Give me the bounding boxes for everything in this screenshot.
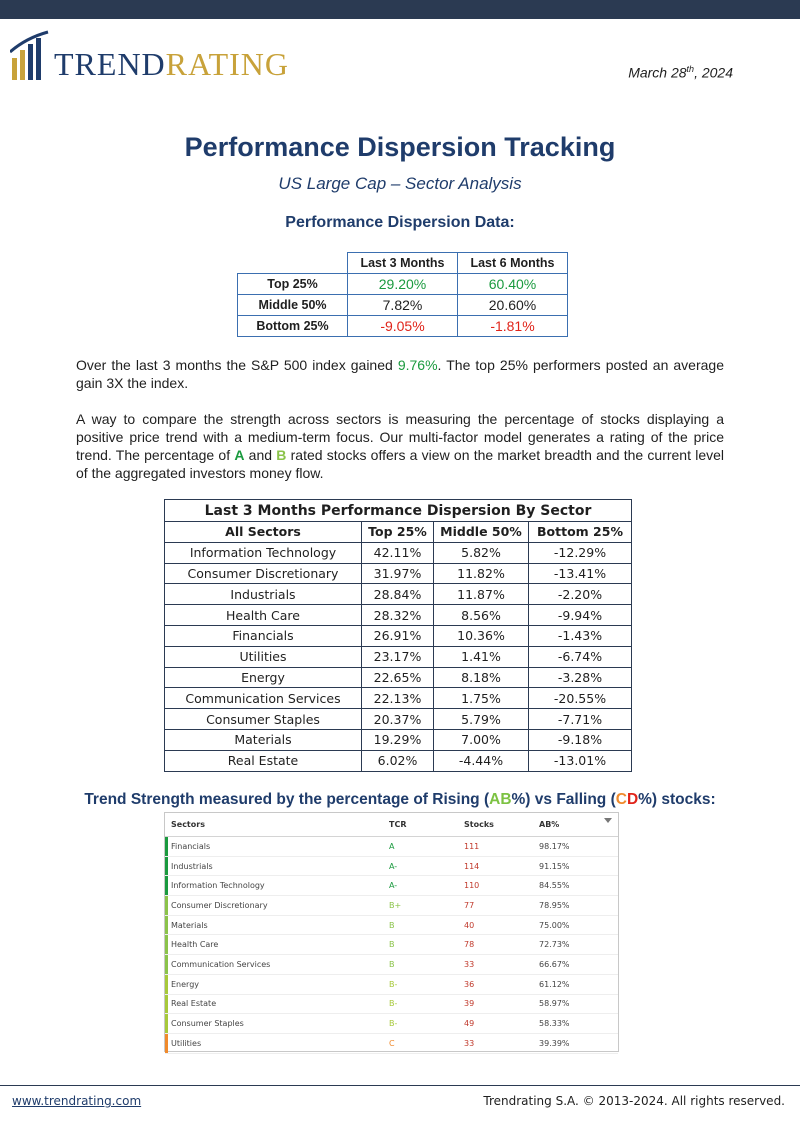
table-cell: Health Care <box>165 605 362 626</box>
trend-tcr: A- <box>389 861 398 871</box>
trend-sector: Information Technology <box>171 881 265 891</box>
trend-tcr: A <box>389 841 395 851</box>
table-cell: 22.13% <box>362 688 434 709</box>
trend-stocks: 33 <box>464 959 475 969</box>
logo-bars-icon <box>10 30 50 82</box>
table-cell: 8.56% <box>434 605 529 626</box>
trend-ab: 61.12% <box>539 979 570 989</box>
list-item[interactable] <box>165 975 618 995</box>
table-cell: Information Technology <box>165 542 362 563</box>
table-cell: Consumer Staples <box>165 709 362 730</box>
trend-tcr: B- <box>389 1019 398 1029</box>
trend-sector: Materials <box>171 920 208 930</box>
trend-stocks: 40 <box>464 920 475 930</box>
table-row <box>238 295 568 316</box>
trend-sector: Industrials <box>171 861 213 871</box>
trend-sector: Consumer Staples <box>171 1019 244 1029</box>
row-label: Bottom 25% <box>238 316 348 337</box>
table-cell: 29.20% <box>348 274 458 295</box>
dispersion-table <box>237 252 568 337</box>
trend-tcr: C <box>389 1038 395 1048</box>
trend-table <box>164 812 619 1052</box>
copyright: Trendrating S.A. © 2013-2024. All rights reserved. <box>483 1094 785 1108</box>
list-item[interactable] <box>165 995 618 1015</box>
table-row <box>165 667 632 688</box>
rating-color-bar <box>165 876 168 895</box>
table-cell: 20.60% <box>458 295 568 316</box>
column-header: Last 3 Months <box>348 253 458 274</box>
table-row <box>165 688 632 709</box>
top-bar <box>0 0 800 19</box>
rating-color-bar <box>165 1034 168 1053</box>
table-cell: 1.41% <box>434 646 529 667</box>
trend-ab: 78.95% <box>539 900 570 910</box>
table-cell: -9.94% <box>529 605 632 626</box>
table-cell: -1.43% <box>529 625 632 646</box>
chevron-down-icon[interactable] <box>604 818 612 823</box>
table-cell: 23.17% <box>362 646 434 667</box>
rating-color-bar <box>165 955 168 974</box>
trend-sector: Health Care <box>171 940 219 950</box>
table-cell: 28.84% <box>362 584 434 605</box>
trend-ab: 75.00% <box>539 920 570 930</box>
trend-tcr: B <box>389 920 395 930</box>
website-link[interactable]: www.trendrating.com <box>12 1094 142 1108</box>
list-item[interactable] <box>165 837 618 857</box>
column-header: All Sectors <box>165 522 362 543</box>
trend-stocks: 36 <box>464 979 475 989</box>
trend-tcr: A- <box>389 881 398 891</box>
list-item[interactable] <box>165 955 618 975</box>
trend-sector: Utilities <box>171 1038 202 1048</box>
trend-tcr: B <box>389 940 395 950</box>
column-header: Top 25% <box>362 522 434 543</box>
report-date: March 28th, 2024 <box>628 64 733 81</box>
table-cell: 26.91% <box>362 625 434 646</box>
table-cell: 5.82% <box>434 542 529 563</box>
table-cell: -3.28% <box>529 667 632 688</box>
column-header: Bottom 25% <box>529 522 632 543</box>
list-item[interactable] <box>165 916 618 936</box>
rating-color-bar <box>165 837 168 856</box>
list-item[interactable] <box>165 1014 618 1034</box>
table-cell: 19.29% <box>362 729 434 750</box>
rating-color-bar <box>165 995 168 1014</box>
trend-ab: 58.97% <box>539 999 570 1009</box>
trend-ab: 72.73% <box>539 940 570 950</box>
table-cell: -13.01% <box>529 750 632 771</box>
table-row <box>165 605 632 626</box>
trend-stocks: 114 <box>464 861 480 871</box>
table-caption: Last 3 Months Performance Dispersion By Sector <box>165 500 632 522</box>
sector-table <box>164 499 632 772</box>
table-cell: Materials <box>165 729 362 750</box>
table-cell: -9.18% <box>529 729 632 750</box>
table-cell: Utilities <box>165 646 362 667</box>
trend-stocks: 111 <box>464 841 480 851</box>
trend-table-header <box>165 813 618 837</box>
page-title: Performance Dispersion Tracking <box>184 132 616 162</box>
rating-color-bar <box>165 857 168 876</box>
column-header[interactable]: Stocks <box>464 820 494 829</box>
trend-stocks: 49 <box>464 1019 475 1029</box>
trend-tcr: B- <box>389 979 398 989</box>
table-row <box>238 274 568 295</box>
index-paragraph: Over the last 3 months the S&P 500 index gained 9.76%. The top 25% performers posted an average gain 3X the index. <box>76 357 724 391</box>
table-cell: 1.75% <box>434 688 529 709</box>
table-cell: -7.71% <box>529 709 632 730</box>
trend-heading: Trend Strength measured by the percentage of Rising (AB%) vs Falling (CD%) stocks: <box>84 791 716 808</box>
trend-ab: 91.15% <box>539 861 570 871</box>
method-paragraph: A way to compare the strength across sectors is measuring the percentage of stocks displaying a positive price trend with a medium-term focus. Our multi-factor model generates a rating of the price trend. The percentage of A and B rated stocks offers a view on the market breadth and the current level of the aggregated investors money flow. <box>76 411 725 481</box>
table-cell: 42.11% <box>362 542 434 563</box>
table-cell: 7.82% <box>348 295 458 316</box>
column-header[interactable]: Sectors <box>171 820 205 829</box>
logo-text: TRENDRATING <box>54 46 289 82</box>
footer-divider <box>0 1085 800 1086</box>
table-cell: Industrials <box>165 584 362 605</box>
table-row <box>238 316 568 337</box>
trend-stocks: 78 <box>464 940 475 950</box>
table-row <box>165 542 632 563</box>
table-cell: 11.87% <box>434 584 529 605</box>
trend-stocks: 33 <box>464 1038 475 1048</box>
trend-tcr: B <box>389 959 395 969</box>
table-row <box>165 584 632 605</box>
trend-sector: Financials <box>171 841 211 851</box>
trend-ab: 84.55% <box>539 881 570 891</box>
trend-ab: 58.33% <box>539 1019 570 1029</box>
table-cell: Financials <box>165 625 362 646</box>
column-header[interactable]: AB% <box>539 820 560 829</box>
table-cell: Real Estate <box>165 750 362 771</box>
table-cell: 20.37% <box>362 709 434 730</box>
table-cell: 5.79% <box>434 709 529 730</box>
table-cell: -4.44% <box>434 750 529 771</box>
table-cell: 6.02% <box>362 750 434 771</box>
trend-ab: 66.67% <box>539 959 570 969</box>
rating-color-bar <box>165 1014 168 1033</box>
table-cell: Consumer Discretionary <box>165 563 362 584</box>
rating-color-bar <box>165 935 168 954</box>
table-cell: Communication Services <box>165 688 362 709</box>
table-row <box>165 750 632 771</box>
rating-color-bar <box>165 975 168 994</box>
table-cell: -9.05% <box>348 316 458 337</box>
page-subtitle: US Large Cap – Sector Analysis <box>278 174 522 193</box>
trend-sector: Real Estate <box>171 999 217 1009</box>
trend-sector: Consumer Discretionary <box>171 900 268 910</box>
table-cell: -6.74% <box>529 646 632 667</box>
table-cell: 7.00% <box>434 729 529 750</box>
table-cell: -20.55% <box>529 688 632 709</box>
table-row <box>165 646 632 667</box>
table-cell: 31.97% <box>362 563 434 584</box>
trend-sector: Energy <box>171 979 200 989</box>
row-label: Middle 50% <box>238 295 348 316</box>
table-cell: -1.81% <box>458 316 568 337</box>
table-cell: 10.36% <box>434 625 529 646</box>
table-row <box>165 625 632 646</box>
column-header: Last 6 Months <box>458 253 568 274</box>
table-cell: 28.32% <box>362 605 434 626</box>
table-cell: -2.20% <box>529 584 632 605</box>
trend-sector: Communication Services <box>171 959 271 969</box>
column-header: Middle 50% <box>434 522 529 543</box>
list-item[interactable] <box>165 857 618 877</box>
rating-color-bar <box>165 916 168 935</box>
list-item[interactable] <box>165 876 618 896</box>
rating-color-bar <box>165 896 168 915</box>
list-item[interactable] <box>165 935 618 955</box>
trend-ab: 39.39% <box>539 1038 570 1048</box>
table-cell: -13.41% <box>529 563 632 584</box>
list-item[interactable] <box>165 896 618 916</box>
column-header[interactable]: TCR <box>389 820 407 829</box>
trend-tcr: B+ <box>389 900 402 910</box>
logo <box>10 30 289 82</box>
table-row <box>165 563 632 584</box>
table-row <box>165 709 632 730</box>
table-cell: -12.29% <box>529 542 632 563</box>
table-cell: Energy <box>165 667 362 688</box>
row-label: Top 25% <box>238 274 348 295</box>
trend-stocks: 39 <box>464 999 475 1009</box>
dispersion-heading: Performance Dispersion Data: <box>285 214 515 231</box>
table-row <box>165 729 632 750</box>
table-cell: 22.65% <box>362 667 434 688</box>
table-cell: 60.40% <box>458 274 568 295</box>
trend-tcr: B- <box>389 999 398 1009</box>
list-item[interactable] <box>165 1034 618 1054</box>
table-cell: 8.18% <box>434 667 529 688</box>
table-cell: 11.82% <box>434 563 529 584</box>
trend-stocks: 110 <box>464 881 480 891</box>
trend-ab: 98.17% <box>539 841 570 851</box>
trend-stocks: 77 <box>464 900 475 910</box>
